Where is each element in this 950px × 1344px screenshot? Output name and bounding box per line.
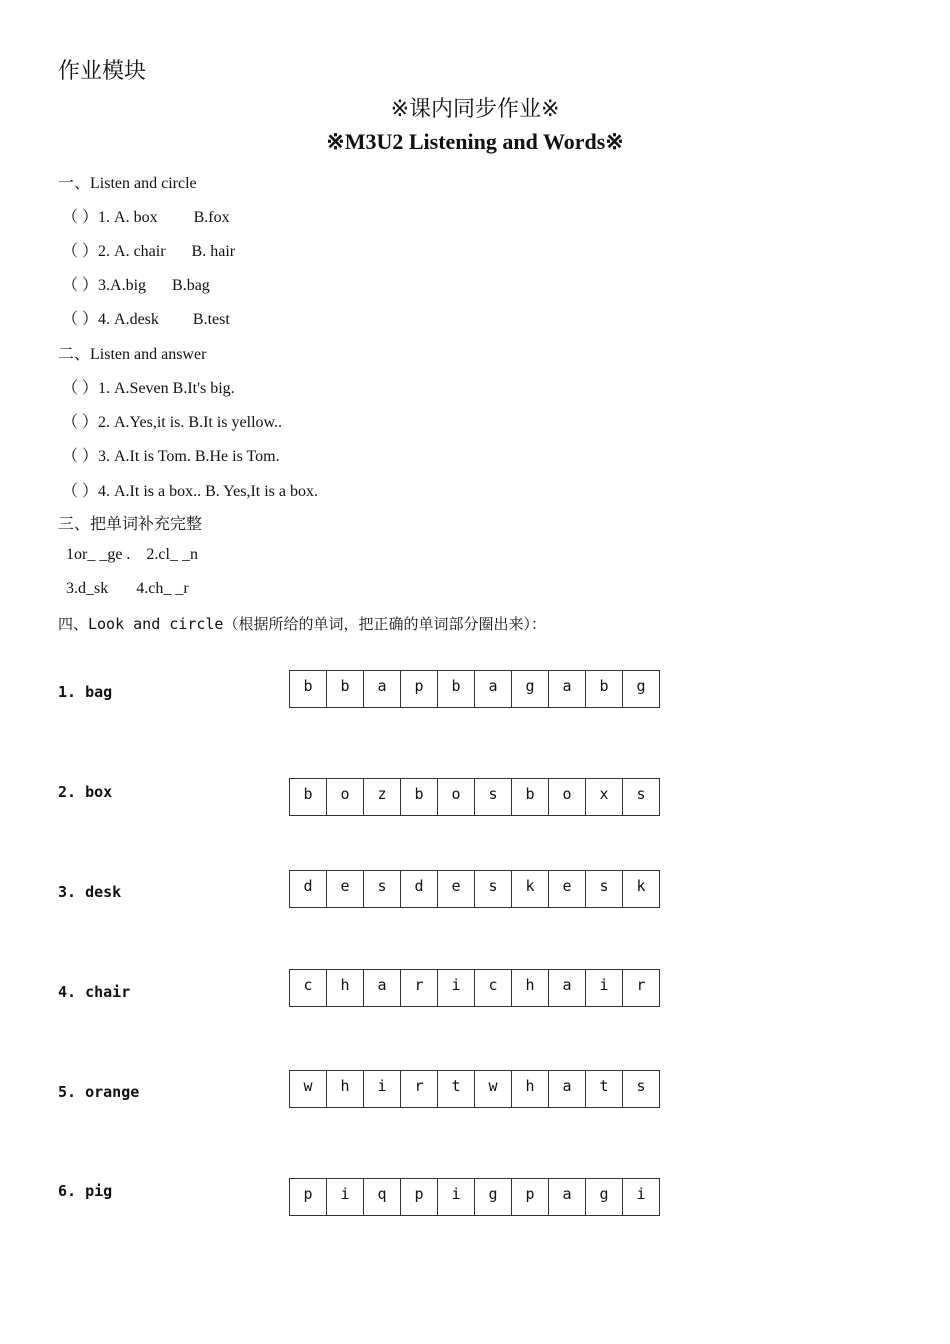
letter-cell: h bbox=[327, 970, 364, 1007]
section4-heading: 四、Look and circle（根据所给的单词，把正确的单词部分圈出来）： bbox=[58, 615, 546, 633]
letter-cell: i bbox=[438, 970, 475, 1007]
letter-cell: k bbox=[512, 871, 549, 908]
letter-grid-3 bbox=[289, 870, 660, 908]
letter-cell: h bbox=[327, 1071, 364, 1108]
letter-cell: t bbox=[586, 1071, 623, 1108]
letter-cell: p bbox=[512, 1179, 549, 1216]
s1-question-1: （ ）1. A. box B.fox bbox=[62, 209, 230, 226]
s2-question-4: （ ）4. A.It is a box.. B. Yes,It is a box. bbox=[62, 483, 319, 500]
letter-cell: w bbox=[475, 1071, 512, 1108]
letter-cell: x bbox=[586, 779, 623, 816]
letter-cell: i bbox=[364, 1071, 401, 1108]
s4-word-2: 2. box bbox=[58, 783, 113, 801]
section1-heading: 一、Listen and circle bbox=[58, 175, 197, 192]
s4-word-4: 4. chair bbox=[58, 983, 131, 1001]
letter-cell: g bbox=[512, 671, 549, 708]
letter-cell: z bbox=[364, 779, 401, 816]
s2-question-3: （ ）3. A.It is Tom. B.He is Tom. bbox=[62, 448, 280, 465]
letter-cell: r bbox=[401, 970, 438, 1007]
letter-grid-4 bbox=[289, 969, 660, 1007]
letter-cell: k bbox=[623, 871, 660, 908]
letter-cell: s bbox=[623, 1071, 660, 1108]
s3-row-1: 1or_ _ge . 2.cl_ _n bbox=[66, 546, 198, 563]
letter-cell: g bbox=[586, 1179, 623, 1216]
letter-grid-6 bbox=[289, 1178, 660, 1216]
letter-cell: b bbox=[512, 779, 549, 816]
letter-cell: s bbox=[475, 871, 512, 908]
letter-cell: a bbox=[364, 671, 401, 708]
letter-cell: w bbox=[290, 1071, 327, 1108]
letter-cell: h bbox=[512, 1071, 549, 1108]
letter-cell: o bbox=[549, 779, 586, 816]
s4-word-1: 1. bag bbox=[58, 683, 113, 701]
letter-cell: s bbox=[475, 779, 512, 816]
letter-cell: e bbox=[549, 871, 586, 908]
letter-cell: b bbox=[327, 671, 364, 708]
letter-cell: g bbox=[475, 1179, 512, 1216]
letter-cell: s bbox=[364, 871, 401, 908]
letter-cell: q bbox=[364, 1179, 401, 1216]
s1-question-3: （ ）3.A.big B.bag bbox=[62, 277, 210, 294]
s4-word-6: 6. pig bbox=[58, 1182, 113, 1200]
letter-cell: e bbox=[327, 871, 364, 908]
s4-word-3: 3. desk bbox=[58, 883, 122, 901]
letter-cell: a bbox=[549, 671, 586, 708]
letter-cell: i bbox=[327, 1179, 364, 1216]
letter-cell: p bbox=[290, 1179, 327, 1216]
module-title: 作业模块 bbox=[58, 59, 147, 84]
letter-cell: i bbox=[586, 970, 623, 1007]
letter-cell: a bbox=[549, 1071, 586, 1108]
s4-word-5: 5. orange bbox=[58, 1083, 140, 1101]
letter-cell: h bbox=[512, 970, 549, 1007]
s3-row-2: 3.d_sk 4.ch_ _r bbox=[66, 580, 189, 597]
letter-cell: b bbox=[401, 779, 438, 816]
letter-cell: d bbox=[401, 871, 438, 908]
letter-cell: t bbox=[438, 1071, 475, 1108]
letter-cell: b bbox=[438, 671, 475, 708]
letter-cell: a bbox=[549, 970, 586, 1007]
letter-cell: o bbox=[327, 779, 364, 816]
s2-question-1: （ ）1. A.Seven B.It's big. bbox=[62, 380, 235, 397]
letter-cell: a bbox=[549, 1179, 586, 1216]
letter-cell: s bbox=[586, 871, 623, 908]
letter-cell: o bbox=[438, 779, 475, 816]
s1-question-4: （ ）4. A.desk B.test bbox=[62, 311, 230, 328]
letter-cell: c bbox=[475, 970, 512, 1007]
letter-cell: i bbox=[623, 1179, 660, 1216]
letter-cell: e bbox=[438, 871, 475, 908]
s1-question-2: （ ）2. A. chair B. hair bbox=[62, 243, 236, 260]
letter-cell: g bbox=[623, 671, 660, 708]
section3-heading: 三、把单词补充完整 bbox=[58, 516, 203, 533]
letter-cell: r bbox=[623, 970, 660, 1007]
letter-cell: b bbox=[586, 671, 623, 708]
subtitle-sync-homework: ※课内同步作业※ bbox=[390, 97, 560, 122]
letter-cell: b bbox=[290, 671, 327, 708]
letter-cell: s bbox=[623, 779, 660, 816]
letter-cell: i bbox=[438, 1179, 475, 1216]
letter-grid-2 bbox=[289, 778, 660, 816]
letter-cell: a bbox=[364, 970, 401, 1007]
letter-cell: a bbox=[475, 671, 512, 708]
subtitle-unit: ※M3U2 Listening and Words※ bbox=[326, 129, 624, 154]
letter-grid-5 bbox=[289, 1070, 660, 1108]
letter-grid-1 bbox=[289, 670, 660, 708]
letter-cell: r bbox=[401, 1071, 438, 1108]
s2-question-2: （ ）2. A.Yes,it is. B.It is yellow.. bbox=[62, 414, 283, 431]
letter-cell: c bbox=[290, 970, 327, 1007]
letter-cell: p bbox=[401, 1179, 438, 1216]
letter-cell: b bbox=[290, 779, 327, 816]
section2-heading: 二、Listen and answer bbox=[58, 346, 207, 363]
letter-cell: p bbox=[401, 671, 438, 708]
letter-cell: d bbox=[290, 871, 327, 908]
